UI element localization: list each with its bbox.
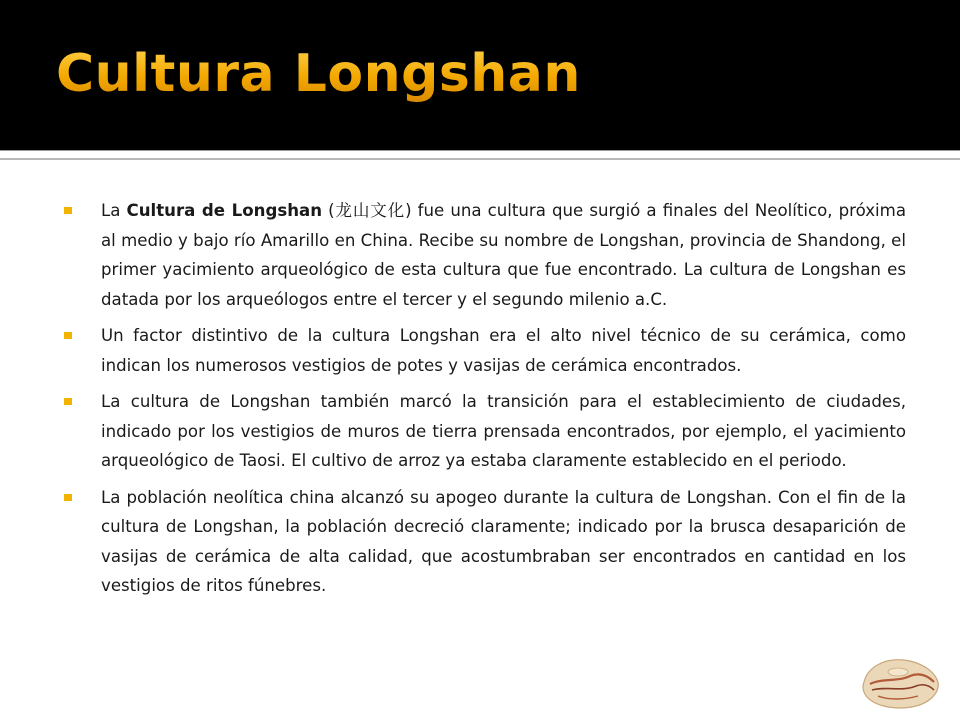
title-divider (0, 150, 960, 160)
square-bullet-icon (64, 398, 72, 405)
bullet-list (64, 196, 906, 608)
square-bullet-icon (64, 207, 72, 214)
title-bar (0, 0, 960, 150)
bullet-4-text: La población neolítica china alcanzó su apogeo durante la cultura de Longshan. Con el fin de la cultura de Longshan, la población decreció claramente; indicado por la brusca desaparición de vasijas de cerámica de alta calidad, que acostumbraban ser encontrados en cantidad en los vestigios de ritos fúnebres. (101, 487, 906, 595)
bullet-3-text: La cultura de Longshan también marcó la transición para el establecimiento de ciudades, indicado por los vestigios de muros de tierra prensada encontrados, por ejemplo, el yacimiento arqueológico de Taosi. El cultivo de arroz ya estaba claramente establecido en el periodo. (101, 392, 906, 470)
square-bullet-icon (64, 332, 72, 339)
bullet-1-post: (龙山文化) fue una cultura que surgió a finales del Neolítico, próxima al medio y bajo río Amarillo en China. Recibe su nombre de Longshan, provincia de Shandong, el primer yacimiento arqueológico de esta cultura que fue encontrado. La cultura de Longshan es datada por los arqueólogos entre el tercer y el segundo milenio a.C. (101, 201, 906, 309)
slide-title: Cultura Longshan (56, 44, 581, 104)
bullet-item-1 (64, 196, 906, 314)
bullet-item-3 (64, 387, 906, 476)
slide-content (0, 160, 960, 720)
bullet-1-pre: La (101, 201, 127, 220)
square-bullet-icon (64, 494, 72, 501)
bullet-item-2 (64, 321, 906, 380)
bullet-1-bold: Cultura de Longshan (126, 201, 323, 220)
bullet-item-4 (64, 483, 906, 601)
pottery-artifact-icon (858, 652, 942, 712)
bullet-2-text: Un factor distintivo de la cultura Longshan era el alto nivel técnico de su cerámica, como indican los numerosos vestigios de potes y vasijas de cerámica encontrados. (101, 326, 906, 375)
